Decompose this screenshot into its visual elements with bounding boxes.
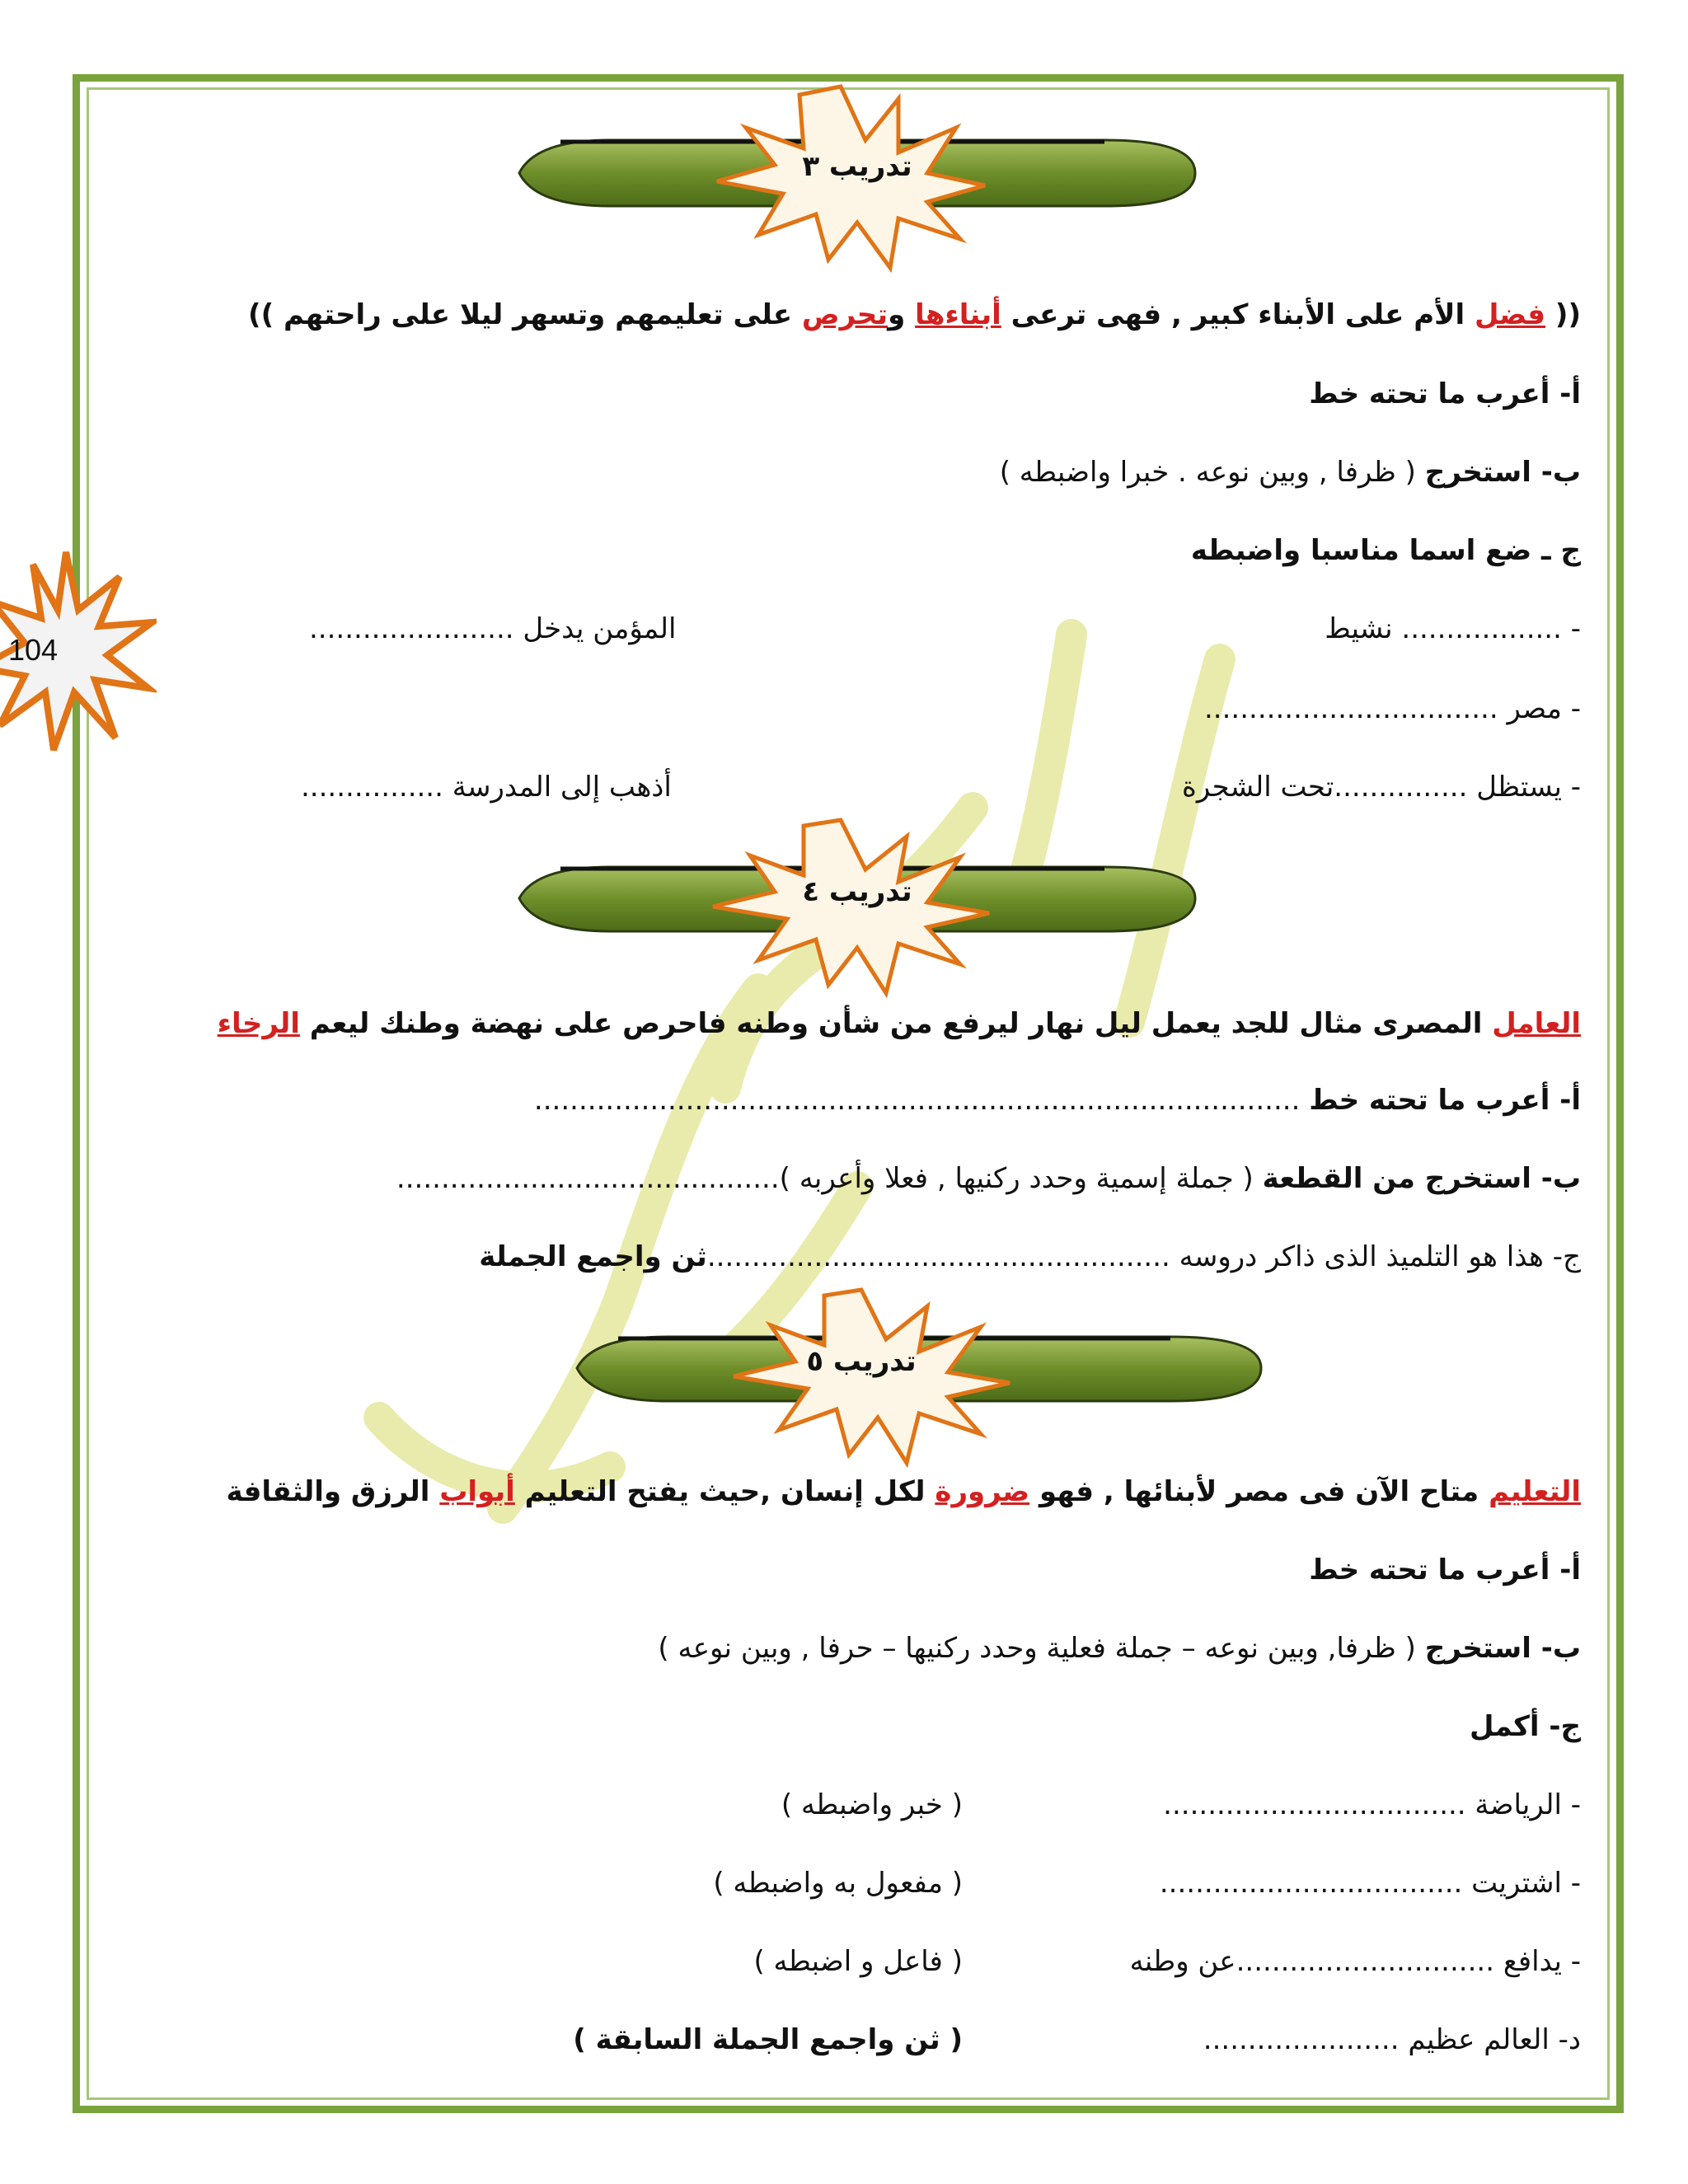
blank-item: - مصر ................................. (1204, 692, 1581, 725)
hint: ( ثن واجمع الجملة السابقة ) (573, 2023, 963, 2056)
blank-item: - اشتريت .................................. (1159, 1867, 1581, 1900)
question-a: أ- أعرب ما تحته خط (1309, 1554, 1581, 1586)
passage-1: (( فضل الأم على الأبناء كبير , فهى ترعى أبناءها وتحرص على تعليمهم وتسهر ليلا على راحتهم )) (248, 298, 1581, 331)
blank-item: - .................. نشيط (1325, 612, 1581, 645)
blank-item: - يدافع .............................عن وطنه (1129, 1945, 1581, 1978)
hint: ( مفعول به واضبطه ) (713, 1867, 963, 1900)
question-a: أ- أعرب ما تحته خط ...................................................................................... (533, 1084, 1581, 1117)
blank-item: - الرياضة .................................. (1163, 1788, 1581, 1821)
blank-item: د- العالم عظيم ...................... (1203, 2023, 1581, 2056)
passage-2: العامل المصرى مثال للجد يعمل ليل نهار ليرفع من شأن وطنه فاحرص على نهضة وطنك ليعم الرخاء (217, 1007, 1581, 1040)
question-c: ج- أكمل (1469, 1710, 1581, 1743)
blank-item: أذهب إلى المدرسة ................ (301, 771, 672, 804)
section-banner-4 (511, 816, 1203, 997)
page-number-badge (0, 544, 157, 758)
section-title: تدريب ٥ (806, 1345, 917, 1378)
section-banner-3 (511, 82, 1203, 272)
blank-item: - يستظل ...............تحت الشجرة (1182, 771, 1581, 804)
question-b: ب- استخرج ( ظرفا , وبين نوعه . خبرا واضبطه ) (999, 456, 1581, 489)
section-title: تدريب ٤ (802, 875, 912, 908)
hint: ( خبر واضبطه ) (781, 1788, 963, 1821)
question-b: ب- استخرج من القطعة ( جملة إسمية وحدد ركنيها , فعلا وأعربه )........................................... (396, 1162, 1581, 1195)
hint: ( فاعل و اضبطه ) (753, 1945, 963, 1978)
question-a: أ- أعرب ما تحته خط (1309, 377, 1581, 410)
blank-item: المؤمن يدخل ....................... (309, 612, 677, 645)
page-number: 104 (8, 633, 59, 667)
section-banner-5 (569, 1286, 1269, 1467)
question-c: ج ـ ضع اسما مناسبا واضبطه (1190, 534, 1581, 567)
section-title: تدريب ٣ (802, 150, 912, 183)
question-c: ج- هذا هو التلميذ الذى ذاكر دروسه ....................................................ثن واجمع الجملة (479, 1240, 1581, 1273)
passage-3: التعليم متاح الآن فى مصر لأبنائها , فهو ضرورة لكل إنسان ,حيث يفتح التعليم أبواب الرزق والثقافة (226, 1475, 1581, 1508)
question-b: ب- استخرج ( ظرفا, وبين نوعه – جملة فعلية وحدد ركنيها – حرفا , وبين نوعه ) (658, 1632, 1581, 1665)
